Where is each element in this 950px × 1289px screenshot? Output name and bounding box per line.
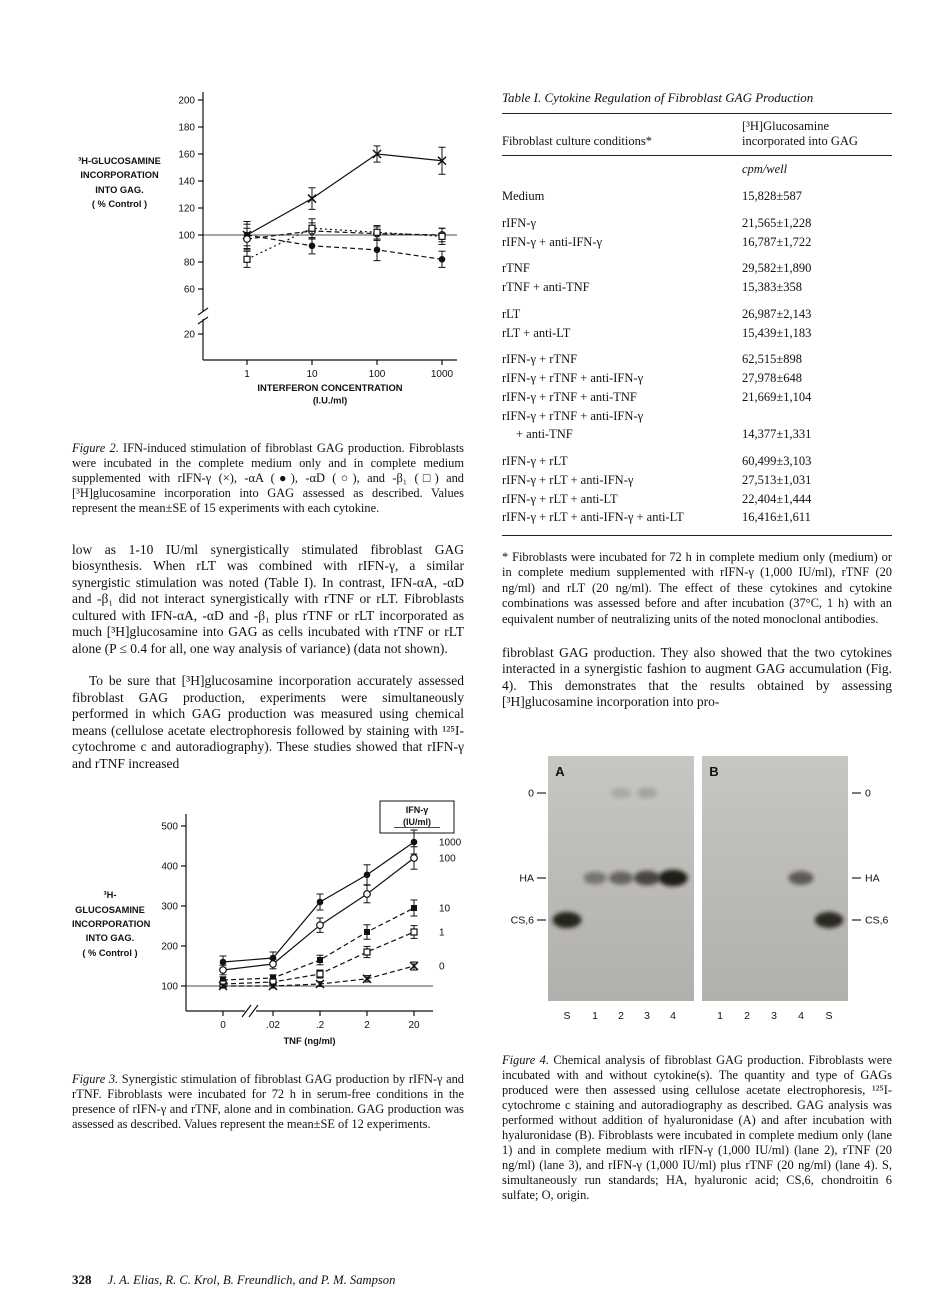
svg-text:200: 200 — [161, 941, 178, 953]
svg-text:HA: HA — [519, 872, 534, 885]
condition-cell: rIFN-γ + rLT + anti-IFN-γ + anti-LT — [502, 510, 684, 525]
svg-text:A: A — [555, 763, 565, 779]
gel-band — [815, 912, 844, 928]
table-row — [502, 452, 892, 471]
value-cell: 29,582±1,890 — [742, 261, 812, 276]
svg-text:3: 3 — [771, 1009, 777, 1022]
table-col2-header: [³H]Glucosamine incorporated into GAG — [742, 119, 858, 148]
svg-text:20: 20 — [183, 329, 195, 341]
footer-authors: J. A. Elias, R. C. Krol, B. Freundlich, and P. M. Sampson — [107, 1273, 396, 1287]
table-row — [502, 187, 892, 206]
right-column — [502, 90, 892, 1203]
figure3-legend — [380, 801, 454, 833]
svg-text:.02: .02 — [266, 1020, 280, 1032]
svg-text:2: 2 — [618, 1009, 624, 1022]
figure4 — [502, 751, 892, 1041]
svg-text:S: S — [563, 1009, 571, 1022]
table-row — [502, 278, 892, 297]
condition-cell: rIFN-γ + rTNF + anti-TNF — [502, 389, 637, 404]
table-row-continuation — [502, 425, 892, 444]
svg-text:0: 0 — [439, 961, 445, 973]
value-cell: 62,515±898 — [742, 352, 802, 367]
table-footnote: * Fibroblasts were incubated for 72 h in complete medium only (medium) or in complete medium supplemented with rIFN-γ (1,000 IU/ml), rTNF (20 ng/ml) and rLT (20 ng/ml). The effect of these cytokines and cytokine combinations was assessed before and after incubation (37°C, 1 h) with an equivalent number of neutralizing units of the noted monoclonal antibodies. — [502, 550, 892, 626]
condition-cell: rLT + anti-LT — [502, 325, 571, 340]
condition-cell: rTNF — [502, 261, 530, 276]
figure2-axes — [178, 92, 457, 406]
figure2-series-3 — [244, 219, 446, 268]
condition-cell: rIFN-γ + rLT — [502, 454, 568, 468]
gel-panel-b — [702, 756, 848, 1001]
svg-text:2: 2 — [364, 1020, 370, 1032]
value-cell: 27,978±648 — [742, 371, 802, 385]
value-cell: 21,565±1,228 — [742, 215, 812, 230]
condition-cell: rIFN-γ — [502, 215, 536, 230]
figure3 — [72, 796, 464, 1056]
svg-text:100: 100 — [178, 230, 195, 242]
figure3-series-1 — [220, 847, 457, 975]
figure3-caption — [72, 1072, 464, 1132]
gel-band — [658, 869, 687, 886]
svg-text:IFN-γ: IFN-γ — [405, 805, 429, 816]
table-row — [502, 407, 892, 426]
svg-text:20: 20 — [408, 1020, 420, 1032]
svg-text:1000: 1000 — [430, 369, 454, 380]
svg-text:140: 140 — [178, 176, 195, 188]
table-row — [502, 508, 892, 527]
svg-text:S: S — [825, 1009, 833, 1022]
table-row — [502, 305, 892, 324]
table-body — [502, 187, 892, 535]
svg-text:200: 200 — [178, 95, 195, 107]
value-cell: 15,383±358 — [742, 280, 802, 294]
table-row — [502, 369, 892, 388]
table-row — [502, 214, 892, 233]
svg-text:10: 10 — [439, 903, 451, 915]
svg-text:3: 3 — [644, 1009, 650, 1022]
svg-text:2: 2 — [744, 1009, 750, 1022]
svg-text:1000: 1000 — [439, 837, 462, 849]
condition-cell: rIFN-γ + anti-IFN-γ — [502, 234, 603, 249]
svg-text:TNF (ng/ml): TNF (ng/ml) — [283, 1035, 336, 1047]
svg-text:160: 160 — [178, 149, 195, 161]
condition-cell: rTNF + anti-TNF — [502, 280, 590, 294]
condition-cell: rIFN-γ + rTNF — [502, 352, 578, 367]
gel-band — [789, 871, 814, 885]
value-cell: 16,787±1,722 — [742, 234, 812, 249]
figure3-series-2 — [220, 900, 451, 983]
figure3-y-axis-label: ³H-GLUCOSAMINE INCORPORATION INTO GAG. ( % Control ) — [72, 890, 151, 958]
page-number: 328 — [72, 1272, 92, 1287]
svg-text:1: 1 — [592, 1009, 598, 1022]
table-row — [502, 259, 892, 278]
svg-text:100: 100 — [368, 369, 386, 380]
condition-cell: rLT — [502, 306, 521, 321]
svg-text:.2: .2 — [315, 1020, 325, 1032]
left-column — [72, 82, 464, 1132]
condition-cell: rIFN-γ + rTNF + anti-IFN-γ — [502, 371, 644, 385]
condition-cell: + anti-TNF — [516, 427, 573, 442]
figure2-caption — [72, 441, 464, 516]
table-row — [502, 490, 892, 509]
svg-text:100: 100 — [161, 981, 178, 993]
gel-band — [583, 872, 606, 884]
table-unit-row — [502, 156, 892, 187]
figure2-series-1 — [244, 222, 446, 268]
svg-text:180: 180 — [178, 122, 195, 134]
value-cell — [742, 407, 892, 426]
table-title: Table I. Cytokine Regulation of Fibroblast GAG Production — [502, 90, 814, 105]
value-cell: 27,513±1,031 — [742, 472, 812, 487]
figure4-caption — [502, 1053, 892, 1203]
paragraph-right-1: fibroblast GAG production. They also showed that the two cytokines interacted in a synergistic fashion to augment GAG accumulation (Fig. 4). This demonstrates that the results obtained by assessing [³H]glucosamine incorporation into pro- — [502, 644, 892, 710]
value-cell: 15,828±587 — [742, 189, 802, 203]
svg-text:4: 4 — [798, 1009, 804, 1022]
svg-text:500: 500 — [161, 821, 178, 833]
condition-cell: Medium — [502, 189, 545, 203]
figure4-caption-label: Figure 4. — [502, 1052, 549, 1067]
svg-text:0: 0 — [528, 787, 534, 800]
value-cell: 16,416±1,611 — [742, 510, 811, 525]
table-rule-bottom — [502, 535, 892, 536]
svg-text:INTERFERON CONCENTRATION: INTERFERON CONCENTRATION — [257, 382, 403, 393]
svg-text:1: 1 — [244, 369, 250, 380]
page-footer — [72, 1272, 395, 1288]
table-row — [502, 233, 892, 252]
svg-text:80: 80 — [183, 257, 195, 269]
svg-text:(I.U./ml): (I.U./ml) — [312, 394, 348, 406]
value-cell: 22,404±1,444 — [742, 491, 812, 506]
figure3-series-3 — [220, 926, 446, 987]
gel-band — [553, 912, 582, 928]
figure2-chart — [167, 82, 464, 417]
table-col1-header: Fibroblast culture conditions* — [502, 134, 652, 148]
svg-text:1: 1 — [717, 1009, 723, 1022]
figure4-gel-image — [502, 751, 892, 1036]
figure2-caption-text: IFN-induced stimulation of fibroblast GAG production. Fibroblasts were incubated in the complete medium only and in complete medium supplemented with rIFN-γ (×), -αA (●), -αD (○), and -β₁ (□) and [³H]glucosamine incorporation into GAG assessed as described. Values represent the mean±SE of 15 experiments with each cytokine. — [72, 441, 464, 515]
svg-text:300: 300 — [161, 901, 178, 913]
condition-cell: rIFN-γ + rTNF + anti-IFN-γ — [502, 408, 644, 423]
gel-band — [637, 788, 657, 798]
svg-text:0: 0 — [220, 1020, 226, 1032]
value-cell: 14,377±1,331 — [742, 427, 812, 442]
svg-text:100: 100 — [439, 853, 456, 865]
figure4-caption-text: Chemical analysis of fibroblast GAG production. Fibroblasts were incubated with and without cytokine(s). The quantity and type of GAGs produced were then assessed using cellulose acetate electrophoresis, ¹²⁵I-cytochrome c staining and autoradiography as described. GAG analysis was performed without addition of hyaluronidase (A) and after incubation with hyaluronidase (B). Fibroblasts were incubated in complete medium only (lane 1) and in complete medium with rIFN-γ (1,000 IU/ml) (lane 2), rTNF (20 ng/ml) (lane 3), and rIFN-γ (1,000 IU/ml) plus rTNF (20 ng/ml) (lane 4). S, simultaneously run standards; HA, hyaluronic acid; CS,6, chondroitin 6 sulfate; O, origin. — [502, 1052, 893, 1202]
value-cell: 60,499±3,103 — [742, 454, 812, 468]
gel-band — [611, 788, 631, 798]
figure2 — [72, 82, 464, 417]
svg-text:HA: HA — [865, 872, 880, 885]
svg-text:120: 120 — [178, 203, 195, 215]
svg-text:60: 60 — [183, 284, 195, 296]
table-row — [502, 350, 892, 369]
svg-text:0: 0 — [865, 787, 871, 800]
paragraph-left-2: To be sure that [³H]glucosamine incorporation accurately assessed fibroblast GAG production, experiments were simultaneously performed in which GAG production was measured using chemical means (cellulose acetate electrophoresis followed by staining with ¹²⁵I-cytochrome c and autoradiography). These studies showed that rIFN-γ and rTNF increased — [72, 673, 464, 771]
svg-text:(IU/ml): (IU/ml) — [403, 817, 431, 828]
figure3-chart — [148, 796, 464, 1056]
table-header-row — [502, 114, 892, 155]
value-cell: 21,669±1,104 — [742, 389, 812, 404]
svg-text:CS,6: CS,6 — [865, 914, 889, 927]
figure2-caption-label: Figure 2. — [72, 441, 119, 455]
value-cell: 26,987±2,143 — [742, 306, 812, 321]
figure2-series-0 — [243, 146, 446, 246]
condition-cell: rIFN-γ + rLT + anti-LT — [502, 491, 618, 506]
svg-text:4: 4 — [670, 1009, 676, 1022]
condition-cell: rIFN-γ + rLT + anti-IFN-γ — [502, 472, 634, 487]
figure2-y-axis-label: ³H-GLUCOSAMINE INCORPORATION INTO GAG. ( % Control ) — [78, 156, 161, 210]
svg-text:B: B — [709, 763, 719, 779]
figure3-caption-text: Synergistic stimulation of fibroblast GAG production by rIFN-γ and rTNF. Fibroblasts were incubated for 72 h in serum-free conditions in the presence of rIFN-γ and rTNF, alone and in combination. GAG production was assessed as described. Values represent the mean±SE of 12 experiments. — [72, 1072, 464, 1132]
gel-band — [609, 871, 633, 884]
table-row — [502, 388, 892, 407]
svg-text:400: 400 — [161, 861, 178, 873]
table-row — [502, 471, 892, 490]
table-row — [502, 324, 892, 343]
paragraph-left-1: low as 1-10 IU/ml synergistically stimulated fibroblast GAG biosynthesis. When rLT was combined with rIFN-γ, a similar synergistic stimulation was noted (Table I). In contrast, IFN-αA, -αD and -β₁ did not interact synergistically with rTNF or rLT. Fibroblasts cultured with IFN-αA, -αD and -β₁ plus rTNF or rLT incorporated as much [³H]glucosamine into GAG as cells incubated with rTNF or rLT alone (P ≤ 0.4 for all, one way analysis of variance) (data not shown). — [72, 542, 464, 656]
svg-text:10: 10 — [306, 369, 318, 380]
figure2-series-2 — [244, 223, 446, 250]
table-unit-label: cpm/well — [742, 162, 788, 176]
figure3-caption-label: Figure 3. — [72, 1072, 119, 1087]
table-1 — [502, 90, 892, 536]
value-cell: 15,439±1,183 — [742, 325, 812, 340]
gel-band — [634, 870, 660, 885]
svg-text:1: 1 — [439, 927, 445, 939]
svg-text:CS,6: CS,6 — [510, 914, 534, 927]
